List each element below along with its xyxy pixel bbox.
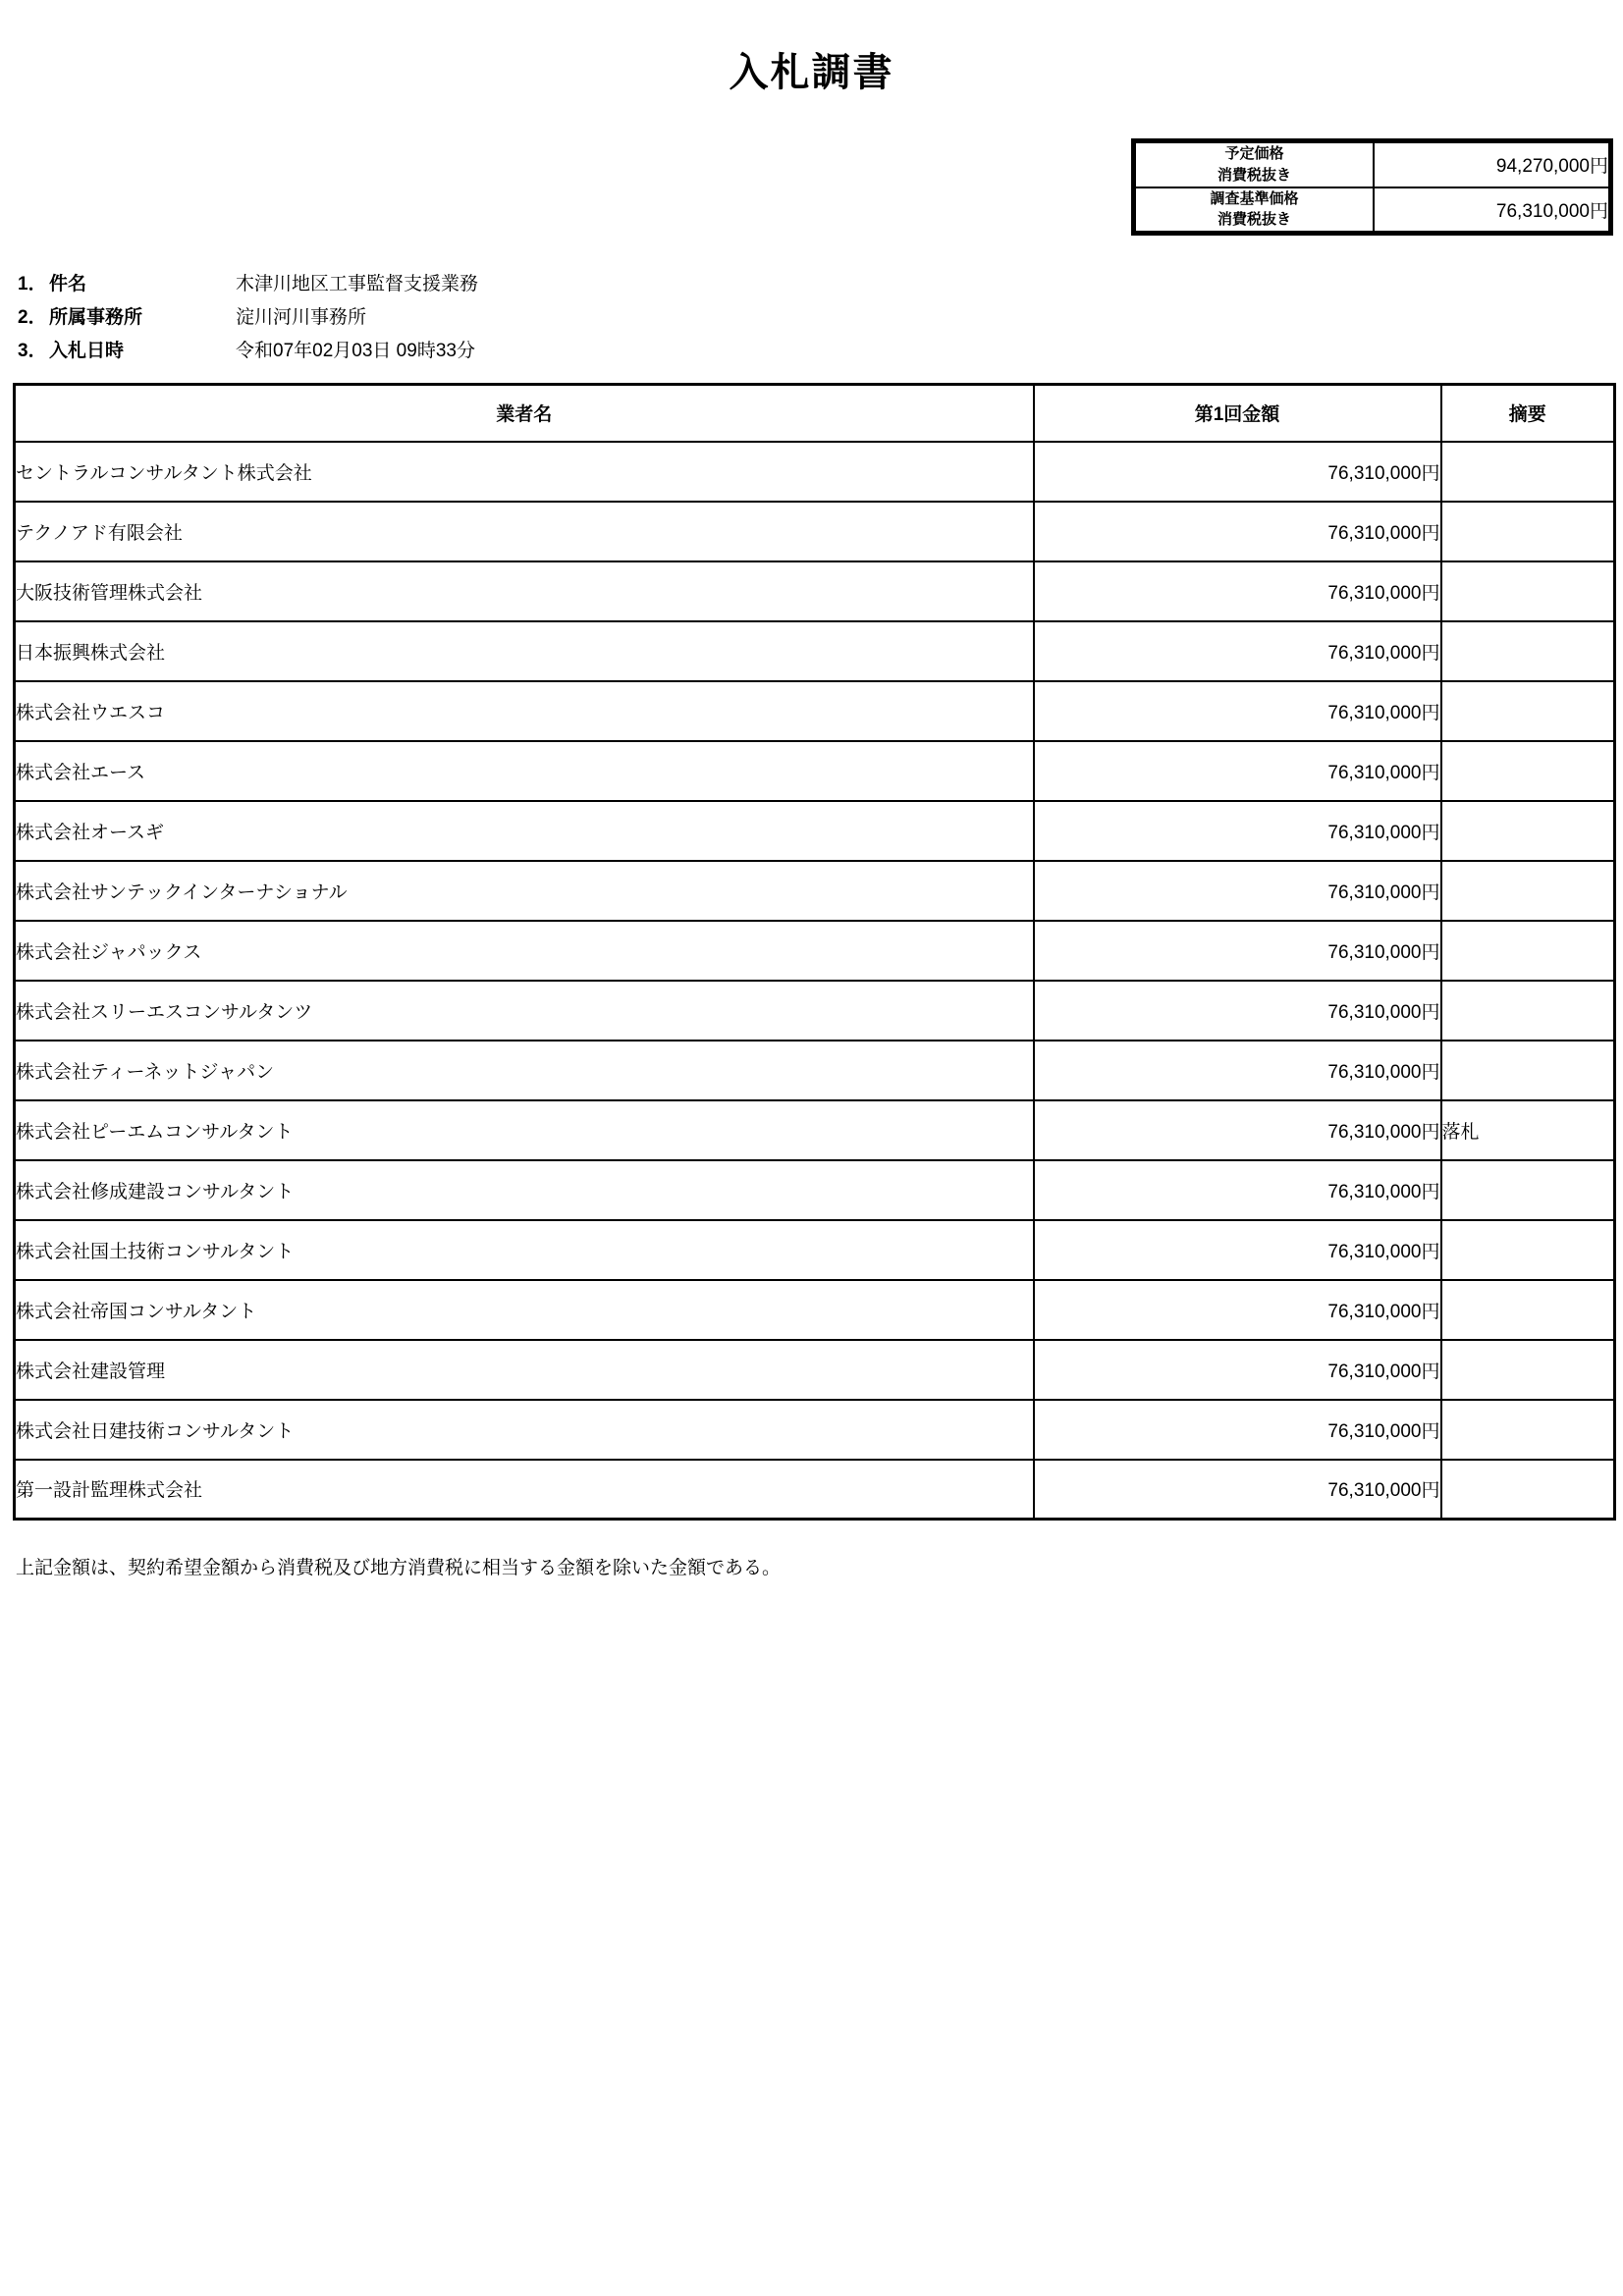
bid-amount-cell: 76,310,000円 — [1034, 621, 1441, 681]
remarks-cell — [1441, 921, 1615, 981]
vendor-name-cell: 株式会社帝国コンサルタント — [15, 1280, 1034, 1340]
vendor-name-cell: 大阪技術管理株式会社 — [15, 561, 1034, 621]
info-value: 木津川地区工事監督支援業務 — [236, 274, 479, 294]
bid-amount-cell: 76,310,000円 — [1034, 502, 1441, 561]
price-label-cell — [1135, 142, 1374, 187]
price-value-cell: 94,270,000円 — [1374, 142, 1609, 187]
vendor-name-cell: 第一設計監理株式会社 — [15, 1460, 1034, 1520]
vendor-name-cell: 株式会社ウエスコ — [15, 681, 1034, 741]
bid-amount-cell: 76,310,000円 — [1034, 1400, 1441, 1460]
footer-note: 上記金額は、契約希望金額から消費税及び地方消費税に相当する金額を除いた金額である。 — [16, 1558, 782, 1578]
remarks-cell — [1441, 1280, 1615, 1340]
table-row — [15, 1220, 1615, 1280]
bid-amount-cell: 76,310,000円 — [1034, 1100, 1441, 1160]
vendor-name-cell: 株式会社ピーエムコンサルタント — [15, 1100, 1034, 1160]
remarks-cell — [1441, 561, 1615, 621]
vendor-name-cell: 株式会社ジャパックス — [15, 921, 1034, 981]
table-row — [15, 1460, 1615, 1520]
price-label-cell — [1135, 187, 1374, 233]
table-row — [15, 801, 1615, 861]
info-label: 件名 — [49, 274, 87, 294]
vendor-name-cell: 株式会社スリーエスコンサルタンツ — [15, 981, 1034, 1041]
price-summary-box — [1131, 138, 1613, 236]
table-row — [15, 1041, 1615, 1100]
bid-amount-cell: 76,310,000円 — [1034, 1340, 1441, 1400]
price-value-cell: 76,310,000円 — [1374, 187, 1609, 233]
page-title: 入札調書 — [729, 51, 894, 94]
column-header-note: 摘要 — [1441, 385, 1615, 442]
vendor-name-cell: 株式会社日建技術コンサルタント — [15, 1400, 1034, 1460]
bid-table-header-row — [15, 385, 1615, 442]
remarks-cell — [1441, 1400, 1615, 1460]
info-row-project-name — [18, 269, 901, 302]
bid-amount-cell: 76,310,000円 — [1034, 801, 1441, 861]
vendor-name-cell: 株式会社エース — [15, 741, 1034, 801]
price-summary-row — [1135, 187, 1609, 233]
table-row — [15, 681, 1615, 741]
bid-amount-cell: 76,310,000円 — [1034, 1160, 1441, 1220]
bid-amount-cell: 76,310,000円 — [1034, 1280, 1441, 1340]
bid-amount-cell: 76,310,000円 — [1034, 861, 1441, 921]
bid-amount-cell: 76,310,000円 — [1034, 981, 1441, 1041]
vendor-name-cell: 株式会社オースギ — [15, 801, 1034, 861]
table-row — [15, 861, 1615, 921]
table-row — [15, 502, 1615, 561]
remarks-cell — [1441, 741, 1615, 801]
remarks-cell — [1441, 681, 1615, 741]
remarks-cell — [1441, 801, 1615, 861]
bid-table-container — [13, 383, 1613, 1521]
price-summary-row — [1135, 142, 1609, 187]
table-row — [15, 561, 1615, 621]
bid-amount-cell: 76,310,000円 — [1034, 1041, 1441, 1100]
info-row-office — [18, 302, 901, 336]
table-row — [15, 981, 1615, 1041]
bid-table-head — [15, 385, 1615, 442]
vendor-name-cell: 日本振興株式会社 — [15, 621, 1034, 681]
info-number: 3． — [18, 341, 47, 361]
bid-table-body — [15, 442, 1615, 1520]
column-header-amount: 第1回金額 — [1034, 385, 1441, 442]
table-row — [15, 621, 1615, 681]
table-row — [15, 1160, 1615, 1220]
remarks-cell: 落札 — [1441, 1100, 1615, 1160]
vendor-name-cell: 株式会社修成建設コンサルタント — [15, 1160, 1034, 1220]
price-label-line2: 消費税抜き — [1217, 211, 1291, 229]
vendor-name-cell: テクノアド有限会社 — [15, 502, 1034, 561]
vendor-name-cell: 株式会社建設管理 — [15, 1340, 1034, 1400]
info-value: 淀川河川事務所 — [236, 307, 367, 328]
remarks-cell — [1441, 442, 1615, 502]
table-row — [15, 442, 1615, 502]
info-label: 所属事務所 — [49, 307, 143, 328]
bid-amount-cell: 76,310,000円 — [1034, 1220, 1441, 1280]
remarks-cell — [1441, 1340, 1615, 1400]
table-row — [15, 741, 1615, 801]
table-row — [15, 1340, 1615, 1400]
info-number: 2． — [18, 307, 47, 328]
remarks-cell — [1441, 1460, 1615, 1520]
bid-amount-cell: 76,310,000円 — [1034, 1460, 1441, 1520]
remarks-cell — [1441, 861, 1615, 921]
bid-table — [13, 383, 1616, 1521]
vendor-name-cell: 株式会社ティーネットジャパン — [15, 1041, 1034, 1100]
remarks-cell — [1441, 981, 1615, 1041]
info-number: 1． — [18, 274, 47, 294]
document-info-list — [18, 269, 901, 369]
bid-amount-cell: 76,310,000円 — [1034, 681, 1441, 741]
table-row — [15, 1280, 1615, 1340]
info-row-bid-datetime — [18, 336, 901, 369]
remarks-cell — [1441, 1220, 1615, 1280]
remarks-cell — [1441, 502, 1615, 561]
info-value: 令和07年02月03日 09時33分 — [236, 341, 475, 361]
remarks-cell — [1441, 1041, 1615, 1100]
info-label: 入札日時 — [49, 341, 125, 361]
remarks-cell — [1441, 1160, 1615, 1220]
table-row — [15, 921, 1615, 981]
remarks-cell — [1441, 621, 1615, 681]
bid-amount-cell: 76,310,000円 — [1034, 741, 1441, 801]
column-header-vendor: 業者名 — [15, 385, 1034, 442]
vendor-name-cell: セントラルコンサルタント株式会社 — [15, 442, 1034, 502]
bid-amount-cell: 76,310,000円 — [1034, 921, 1441, 981]
bid-amount-cell: 76,310,000円 — [1034, 561, 1441, 621]
price-label-line1: 予定価格 — [1224, 145, 1284, 162]
table-row — [15, 1100, 1615, 1160]
price-summary-body — [1135, 142, 1609, 232]
vendor-name-cell: 株式会社国土技術コンサルタント — [15, 1220, 1034, 1280]
bid-amount-cell: 76,310,000円 — [1034, 442, 1441, 502]
vendor-name-cell: 株式会社サンテックインターナショナル — [15, 861, 1034, 921]
table-row — [15, 1400, 1615, 1460]
price-label-line2: 消費税抜き — [1217, 166, 1291, 184]
price-label-line1: 調査基準価格 — [1210, 189, 1299, 207]
